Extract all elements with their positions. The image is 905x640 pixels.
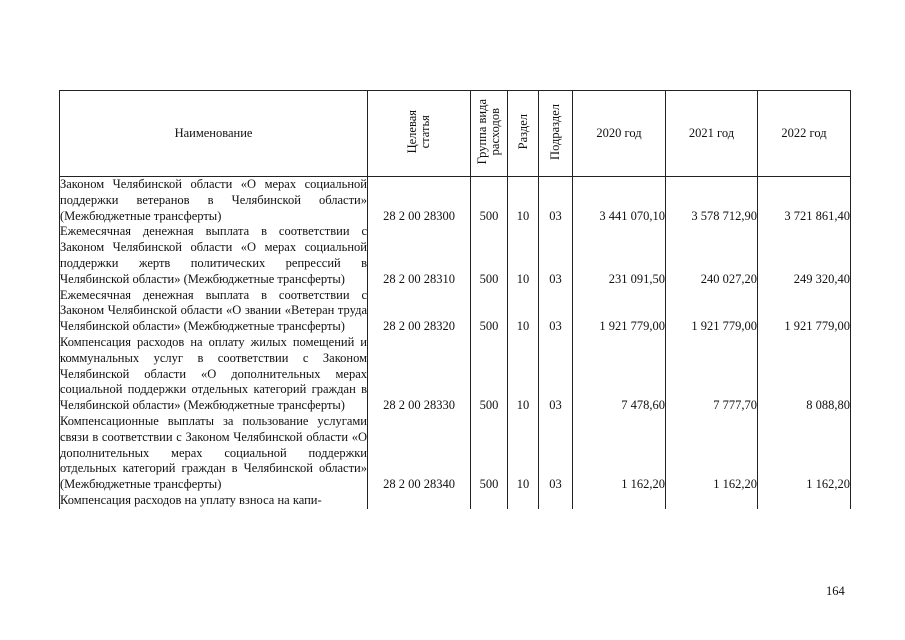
row-subsection: 03 [539, 288, 573, 335]
header-year-2021: 2021 год [666, 91, 758, 177]
row-section: 10 [508, 335, 539, 414]
row-target-article: 28 2 00 28300 [368, 177, 471, 225]
table-row [60, 177, 851, 225]
row-target-article: 28 2 00 28330 [368, 335, 471, 414]
row-value-2022: 1 921 779,00 [758, 288, 851, 335]
row-section: 10 [508, 224, 539, 287]
table-header-row [60, 91, 851, 177]
row-target-article [368, 493, 471, 509]
row-name: Ежемесячная денежная выплата в соответствии с Законом Челябинской области «О звании «Ветеран труда Челябинской области» (Межбюджетные трансферты) [60, 287, 367, 334]
table-row [60, 335, 851, 414]
table-row [60, 493, 851, 509]
row-section [508, 493, 539, 509]
row-target-article: 28 2 00 28320 [368, 288, 471, 335]
row-value-2020: 7 478,60 [573, 335, 666, 414]
row-expense-group: 500 [471, 335, 508, 414]
row-name: Компенсация расходов на оплату жилых помещений и коммунальных услуг в соответствии с Законом Челябинской области «О дополнительных мерах социальной поддержки отдельных категорий граждан в Челябинской области» (Межбюджетные трансферты) [60, 334, 367, 413]
row-value-2021: 3 578 712,90 [666, 177, 758, 225]
row-section: 10 [508, 414, 539, 493]
row-expense-group: 500 [471, 177, 508, 225]
row-value-2022: 249 320,40 [758, 224, 851, 287]
row-target-article: 28 2 00 28310 [368, 224, 471, 287]
row-name: Компенсационные выплаты за пользование услугами связи в соответствии с Законом Челябинской области «О дополнительных мерах социальной поддержки отдельных категорий граждан в Челябинской области» (Межбюджетные трансферты) [60, 413, 367, 492]
page-number: 164 [826, 584, 845, 598]
row-value-2020: 1 921 779,00 [573, 288, 666, 335]
row-value-2020: 1 162,20 [573, 414, 666, 493]
header-section: Раздел [508, 91, 539, 177]
row-subsection: 03 [539, 335, 573, 414]
row-value-2021: 1 162,20 [666, 414, 758, 493]
row-subsection: 03 [539, 224, 573, 287]
header-subsection: Подраздел [539, 91, 573, 177]
table-row [60, 414, 851, 493]
header-name: Наименование [60, 91, 368, 177]
row-value-2021: 1 921 779,00 [666, 288, 758, 335]
header-target-article: Целевая статья [368, 91, 471, 177]
row-subsection: 03 [539, 414, 573, 493]
row-expense-group: 500 [471, 224, 508, 287]
row-value-2020: 3 441 070,10 [573, 177, 666, 225]
budget-table [59, 90, 851, 509]
row-name: Законом Челябинской области «О мерах социальной поддержки ветеранов в Челябинской области» (Межбюджетные трансферты) [60, 177, 367, 223]
row-value-2021: 240 027,20 [666, 224, 758, 287]
row-expense-group: 500 [471, 414, 508, 493]
header-expense-group: Группа вида расходов [471, 91, 508, 177]
row-value-2020: 231 091,50 [573, 224, 666, 287]
row-value-2021: 7 777,70 [666, 335, 758, 414]
row-value-2020 [573, 493, 666, 509]
row-subsection [539, 493, 573, 509]
row-value-2022 [758, 493, 851, 509]
header-year-2020: 2020 год [573, 91, 666, 177]
row-name: Компенсация расходов на уплату взноса на капи- [60, 493, 368, 509]
row-subsection: 03 [539, 177, 573, 225]
table-row [60, 224, 851, 287]
row-value-2021 [666, 493, 758, 509]
header-year-2022: 2022 год [758, 91, 851, 177]
row-expense-group [471, 493, 508, 509]
row-name: Ежемесячная денежная выплата в соответствии с Законом Челябинской области «О мерах социальной поддержки жертв политических репрессий в Челябинской области» (Межбюджетные трансферты) [60, 224, 367, 286]
row-value-2022: 3 721 861,40 [758, 177, 851, 225]
row-value-2022: 1 162,20 [758, 414, 851, 493]
row-section: 10 [508, 177, 539, 225]
row-section: 10 [508, 288, 539, 335]
row-target-article: 28 2 00 28340 [368, 414, 471, 493]
table-row [60, 288, 851, 335]
row-value-2022: 8 088,80 [758, 335, 851, 414]
row-expense-group: 500 [471, 288, 508, 335]
